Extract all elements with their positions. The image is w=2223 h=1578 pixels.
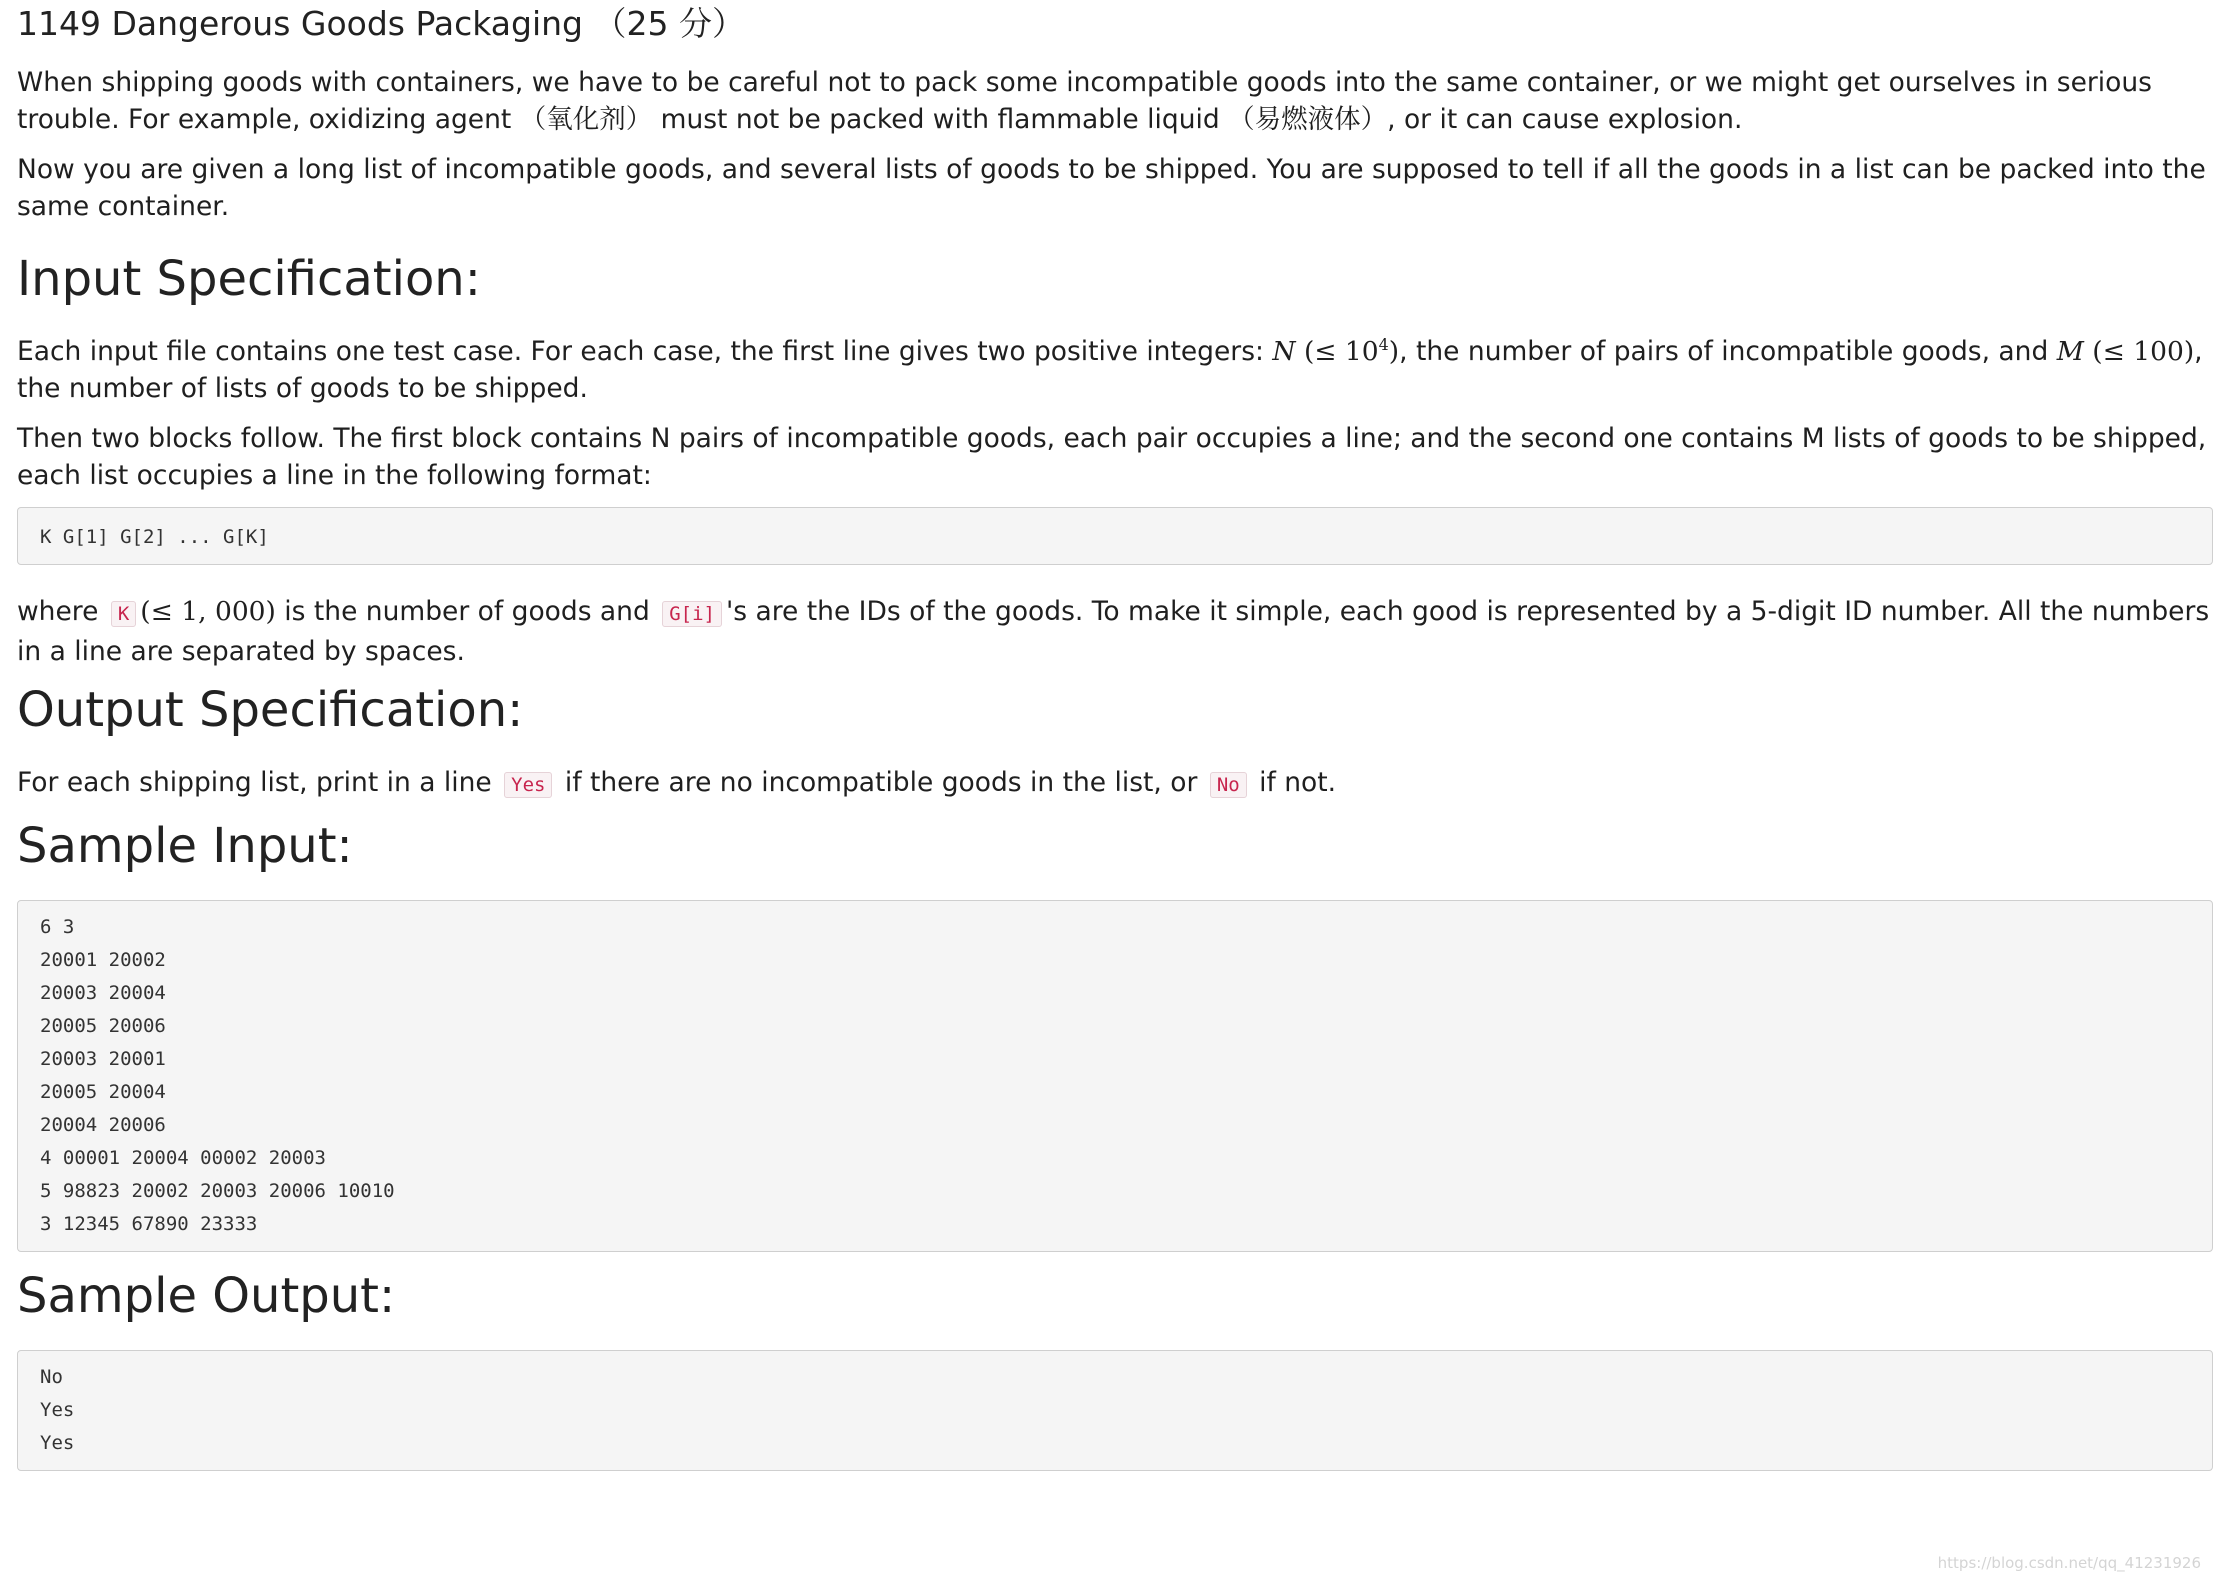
intro-cn-oxidizer: （氧化剂） (519, 104, 653, 135)
math-n: N (1272, 336, 1296, 367)
math-m-bound: (≤ 100) (2083, 336, 2195, 367)
output-text-b: if there are no incompatible goods in the list, or (556, 767, 1206, 798)
input-text-c: , the number of lists of goods to be shipped. (17, 336, 2203, 404)
intro-text-a: When shipping goods with containers, we have to be careful not to pack some incompatible goods into the same container, or we might get ourselves in serious trouble. For example, oxidizing agent (17, 67, 2152, 135)
where-text-b: is the number of goods and (275, 596, 659, 627)
input-spec-paragraph-2: Then two blocks follow. The first block contains N pairs of incompatible goods, each pair occupies a line; and the second one contains M lists of goods to be shipped, each list occupies a line in the following format: (17, 423, 2207, 491)
output-spec-heading: Output Specification: (17, 682, 524, 738)
inline-code-gi: G[i] (662, 601, 722, 627)
n-bound-exponent: 4 (1378, 335, 1389, 355)
intro-cn-flammable: （易燃液体） (1228, 104, 1388, 135)
input-spec-heading: Input Specification: (17, 251, 481, 307)
input-text-a: Each input file contains one test case. For each case, the first line gives two positive integers: (17, 336, 1273, 367)
intro-paragraph-2: Now you are given a long list of incompatible goods, and several lists of goods to be shipped. You are supposed to tell if all the goods in a list can be packed into the same container. (17, 154, 2206, 222)
code-line: No (40, 1366, 63, 1388)
output-text-c: if not. (1250, 767, 1337, 798)
math-k-bound: (≤ 1, 000) (140, 596, 276, 627)
inline-code-no: No (1210, 772, 1247, 798)
math-n-bound (1296, 336, 1400, 367)
output-spec-paragraph (17, 764, 2213, 804)
code-line: 20004 20006 (40, 1114, 166, 1136)
watermark: https://blog.csdn.net/qq_41231926 (1937, 1554, 2201, 1572)
sample-input-heading: Sample Input: (17, 818, 353, 874)
intro-text-c: must not be packed with flammable liquid (652, 104, 1229, 135)
math-m: M (2056, 336, 2084, 367)
format-code-block: K G[1] G[2] ... G[K] (17, 507, 2213, 565)
code-line: 6 3 (40, 916, 75, 938)
sample-input-code-block (17, 900, 2213, 1252)
code-line: 20001 20002 (40, 949, 166, 971)
code-line: 20005 20006 (40, 1015, 166, 1037)
code-line: 5 98823 20002 20003 20006 10010 (40, 1180, 395, 1202)
code-line: 4 00001 20004 00002 20003 (40, 1147, 326, 1169)
intro-paragraph-1 (17, 64, 2213, 138)
where-text-c: 's are the IDs of the goods. To make it simple, each good is represented by a 5-digit ID number. All the numbers in a line are separated by spaces. (17, 596, 2210, 667)
code-line: Yes (40, 1399, 75, 1421)
problem-page (17, 0, 2213, 1471)
intro-text-e: , or it can cause explosion. (1387, 104, 1743, 135)
output-text-a: For each shipping list, print in a line (17, 767, 501, 798)
code-line: 20003 20001 (40, 1048, 166, 1070)
where-text: where (17, 596, 107, 627)
input-spec-paragraph-1 (17, 333, 2213, 407)
problem-title: 1149 Dangerous Goods Packaging （25 分） (17, 4, 745, 43)
sample-output-code-block (17, 1350, 2213, 1471)
n-bound-close: ) (1388, 336, 1400, 367)
input-text-b: , the number of pairs of incompatible goods, and (1399, 336, 2057, 367)
code-line: Yes (40, 1432, 75, 1454)
code-line: 3 12345 67890 23333 (40, 1213, 258, 1235)
sample-output-heading: Sample Output: (17, 1268, 396, 1324)
code-line: 20005 20004 (40, 1081, 166, 1103)
inline-code-yes: Yes (504, 772, 552, 798)
inline-code-k: K (111, 601, 136, 627)
n-bound-open: (≤ 10 (1295, 336, 1379, 367)
code-line: 20003 20004 (40, 982, 166, 1004)
input-spec-paragraph-3 (17, 593, 2213, 670)
